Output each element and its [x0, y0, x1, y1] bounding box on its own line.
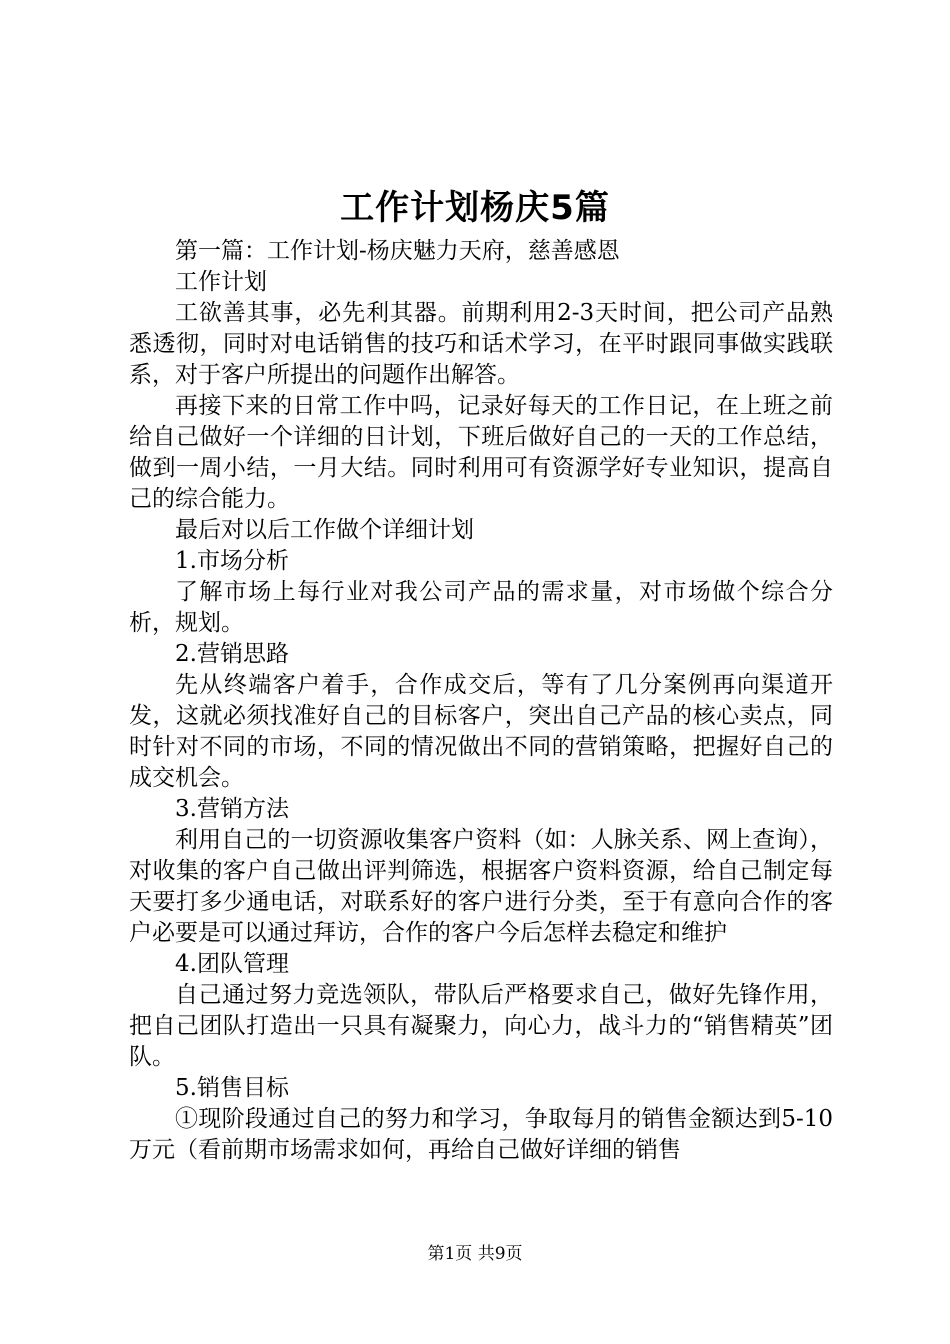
paragraph: 最后对以后工作做个详细计划 [175, 517, 474, 543]
list-heading-team-management: 4.团队管理 [175, 951, 289, 977]
list-heading-marketing-idea: 2.营销思路 [175, 641, 289, 667]
paragraph: 了解市场上每行业对我公司产品的需求量，对市场做个综合分析，规划。 [129, 579, 833, 636]
paragraph: ①现阶段通过自己的努力和学习，争取每月的销售金额达到5-10万元（看前期市场需求如何，再给自己做好详细的销售 [129, 1106, 833, 1163]
paragraph: 先从终端客户着手，合作成交后，等有了几分案例再向渠道开发，这就必须找准好自己的目标客户，突出自己产品的核心卖点，同时针对不同的市场，不同的情况做出不同的营销策略，把握好自己的成交机会。 [129, 672, 833, 791]
paragraph-subtitle: 工作计划 [175, 269, 267, 295]
page-number-footer: 第1页 共9页 [427, 1244, 523, 1264]
list-heading-marketing-method: 3.营销方法 [175, 796, 289, 822]
paragraph: 自己通过努力竞选领队，带队后严格要求自己，做好先锋作用，把自己团队打造出一只具有凝聚力，向心力，战斗力的“销售精英”团队。 [129, 982, 833, 1070]
document-title: 工作计划杨庆5篇 [340, 188, 610, 228]
paragraph: 利用自己的一切资源收集客户资料（如：人脉关系、网上查询），对收集的客户自己做出评判筛选，根据客户资料资源，给自己制定每天要打多少通电话，对联系好的客户进行分类，至于有意向合作的客户必要是可以通过拜访，合作的客户今后怎样去稳定和维护 [129, 827, 833, 946]
paragraph-section-heading: 第一篇：工作计划-杨庆魅力天府，慈善感恩 [175, 238, 620, 264]
list-heading-sales-target: 5.销售目标 [175, 1075, 289, 1101]
document-body [129, 236, 833, 1166]
paragraph: 工欲善其事，必先利其器。前期利用2-3天时间，把公司产品熟悉透彻，同时对电话销售的技巧和话术学习，在平时跟同事做实践联系，对于客户所提出的问题作出解答。 [129, 300, 833, 388]
paragraph: 再接下来的日常工作中吗，记录好每天的工作日记，在上班之前给自己做好一个详细的日计划，下班后做好自己的一天的工作总结，做到一周小结，一月大结。同时利用可有资源学好专业知识，提高自己的综合能力。 [129, 393, 833, 512]
list-heading-market-analysis: 1.市场分析 [175, 548, 289, 574]
